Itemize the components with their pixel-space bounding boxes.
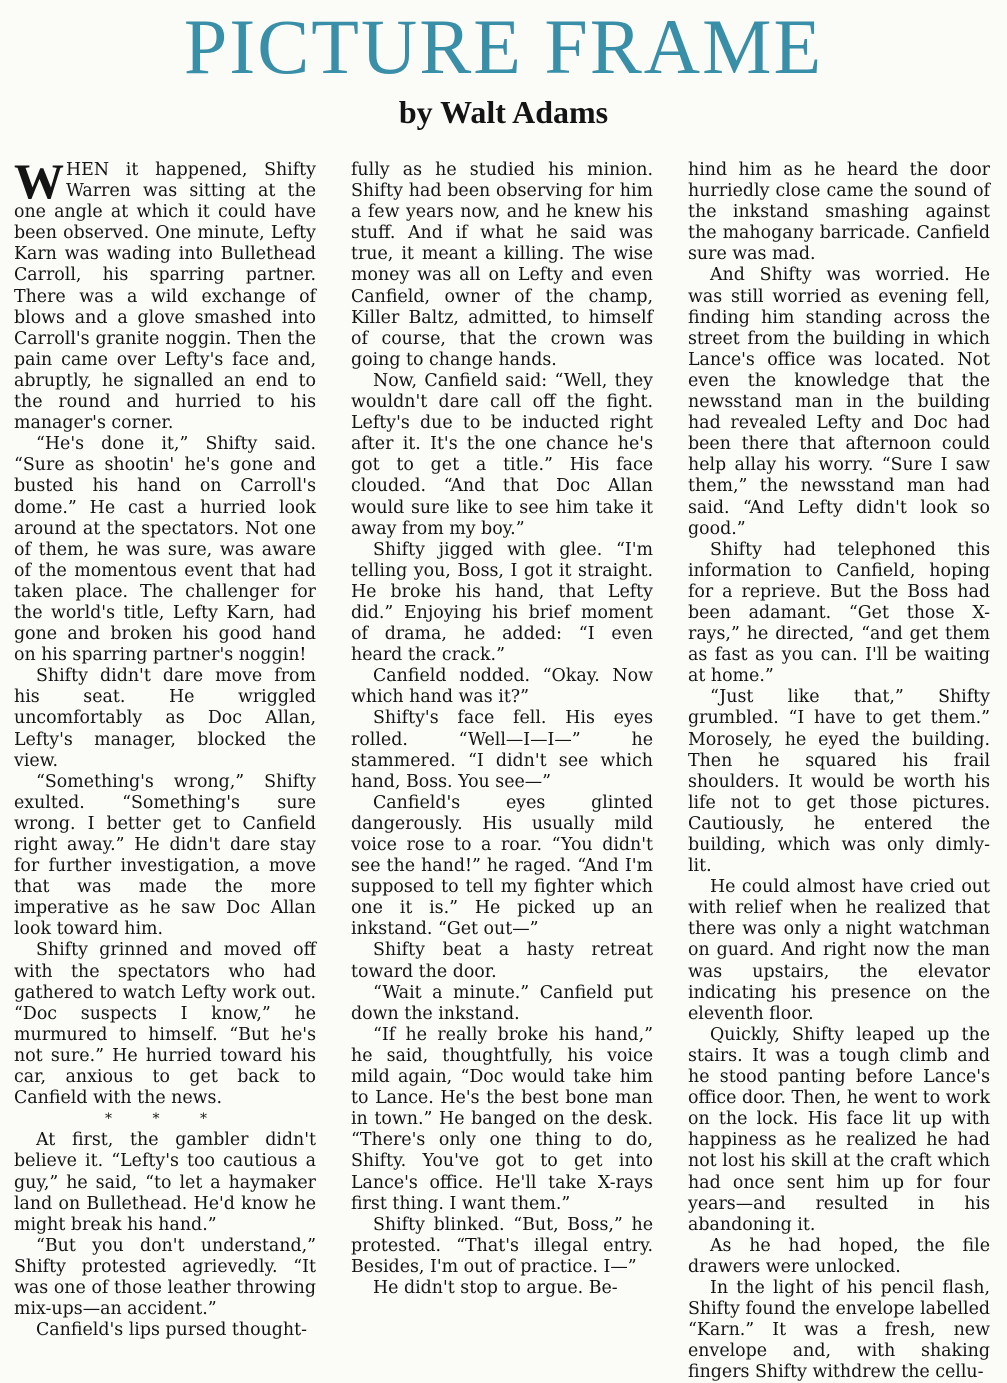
paragraph: Shifty blinked. “But, Boss,” he protested. “That's illegal entry. Besides, I'm out of practice. I—” — [351, 1214, 653, 1277]
paragraph: “He's done it,” Shifty said. “Sure as shootin' he's gone and busted his hand on Carroll's dome.” He cast a hurried look around at the spectators. Not one of them, he was sure, was aware of the momentous event that had taken place. The challenger for the world's title, Lefty Karn, had gone and broken his good hand on his sparring partner's noggin! — [14, 434, 316, 666]
paragraph: “Something's wrong,” Shifty exulted. “Something's sure wrong. I better get to Canfield right away.” He didn't dare stay for further investigation, a move that was made the more imperative as he saw Doc Allan look toward him. — [14, 771, 316, 940]
story-title: PICTURE FRAME — [183, 3, 824, 90]
paragraph: Canfield's lips pursed thought- — [36, 1320, 307, 1341]
paragraph: fully as he studied his minion. Shifty had been observing for him a few years now, and he knew his stuff. And if what he said was true, it meant a killing. The wise money was all on Lefty and even Canfield, owner of the champ, Killer Baltz, admitted, to himself of course, that the crown was going to change hands. — [351, 160, 653, 370]
paragraph: “If he really broke his hand,” he said, thoughtfully, his voice mild again, “Doc would take him to Lance. He's the best bone man in town.” He banged on the desk. “There's only one thing to do, Shifty. You've got to get into Lance's office. He'll take X-rays first thing. I want them.” — [351, 1024, 653, 1214]
paragraph: Quickly, Shifty leaped up the stairs. It was a tough climb and he stood panting before Lance's office door. Then, he went to work on the lock. His face lit up with happiness as he realized he had not lost his skill at the craft which had once sent him up for four years—and resulted in his abandoning it. — [688, 1024, 990, 1235]
paragraph: As he had hoped, the file drawers were unlocked. — [688, 1235, 990, 1277]
paragraph: Shifty beat a hasty retreat toward the door. — [351, 940, 653, 982]
paragraph: Shifty had telephoned this information to Canfield, hoping for a reprieve. But the Boss had been adamant. “Get those X-rays,” he directed, “and get them as fast as you can. I'll be waiting at home.” — [688, 539, 990, 687]
paragraph: Canfield nodded. “Okay. Now which hand was it?” — [351, 666, 653, 708]
column-3 — [688, 160, 990, 1383]
section-break: * * * — [105, 1111, 225, 1128]
drop-cap: W — [14, 153, 64, 209]
column-2 — [351, 160, 653, 1299]
paragraph: In the light of his pencil flash, Shifty found the envelope labelled “Karn.” It was a fresh, new envelope and, with shaking fingers Shifty withdrew the cellu- — [688, 1277, 990, 1383]
paragraph: Now, Canfield said: “Well, they wouldn't dare call off the fight. Lefty's due to be inducted right after it. It's the one chance he's got to get a title.” His face clouded. “And that Doc Allan would sure like to see him take it away from my boy.” — [351, 370, 653, 539]
paragraph: hind him as he heard the door hurriedly close came the sound of the inkstand smashing against the mahogany barricade. Canfield sure was mad. — [688, 160, 990, 265]
paragraph: He could almost have cried out with relief when he realized that there was only a night watchman on guard. And right now the man was upstairs, the elevator indicating his presence on the eleventh floor. — [688, 877, 990, 1024]
column-1 — [14, 153, 316, 1341]
story-byline: by Walt Adams — [398, 94, 609, 130]
paragraph-text: HEN it happened, Shifty Warren was sitting at the one angle at which it could have been observed. One minute, Lefty Karn was wading into Bullethead Carroll, his sparring partner. There was a wild exchange of blows and a glove smashed into Carroll's granite noggin. Then the pain came over Lefty's face and, abruptly, he signalled an end to the round and hurried to his manager's corner. — [14, 160, 316, 434]
paragraph: At first, the gambler didn't believe it. “Lefty's too cautious a guy,” he said, “to let a haymaker land on Bullethead. He'd know he might break his hand.” — [14, 1130, 316, 1235]
paragraph: Canfield's eyes glinted dangerously. His usually mild voice rose to a roar. “You didn't see the hand!” he raged. “And I'm supposed to tell my fighter which one it is.” He picked up an inkstand. “Get out—” — [351, 792, 653, 940]
paragraph: Shifty jigged with glee. “I'm telling you, Boss, I got it straight. He broke his hand, that Lefty did.” Enjoying his brief moment of drama, he added: “I even heard the crack.” — [351, 539, 653, 666]
paragraph: Shifty's face fell. His eyes rolled. “Well—I—I—” he stammered. “I didn't see which hand, Boss. You see—” — [351, 708, 653, 792]
paragraph: Shifty didn't dare move from his seat. He wriggled uncomfortably as Doc Allan, Lefty's manager, blocked the view. — [14, 666, 316, 771]
paragraph: “Wait a minute.” Canfield put down the inkstand. — [351, 982, 653, 1024]
paragraph: “Just like that,” Shifty grumbled. “I have to get them.” Morosely, he eyed the building. Then he squared his frail shoulders. It would be worth his life not to get those pictures. Cautiously, he entered the building, which was only dimly-lit. — [688, 687, 990, 877]
paragraph — [14, 153, 316, 434]
paragraph: He didn't stop to argue. Be- — [373, 1277, 618, 1298]
paragraph: And Shifty was worried. He was still worried as evening fell, finding him standing across the street from the building in which Lance's office was located. Not even the knowledge that the newsstand man in the building had revealed Lefty and Doc had been there that afternoon could help allay his worry. “Sure I saw them,” the newsstand man had said. “And Lefty didn't look so good.” — [688, 265, 990, 539]
paragraph: Shifty grinned and moved off with the spectators who had gathered to watch Lefty work out. “Doc suspects I know,” he murmured to himself. “But he's not sure.” He hurried toward his car, anxious to get back to Canfield with the news. — [14, 940, 316, 1109]
paragraph: “But you don't understand,” Shifty protested agrievedly. “It was one of those leather throwing mix-ups—an accident.” — [14, 1235, 316, 1320]
